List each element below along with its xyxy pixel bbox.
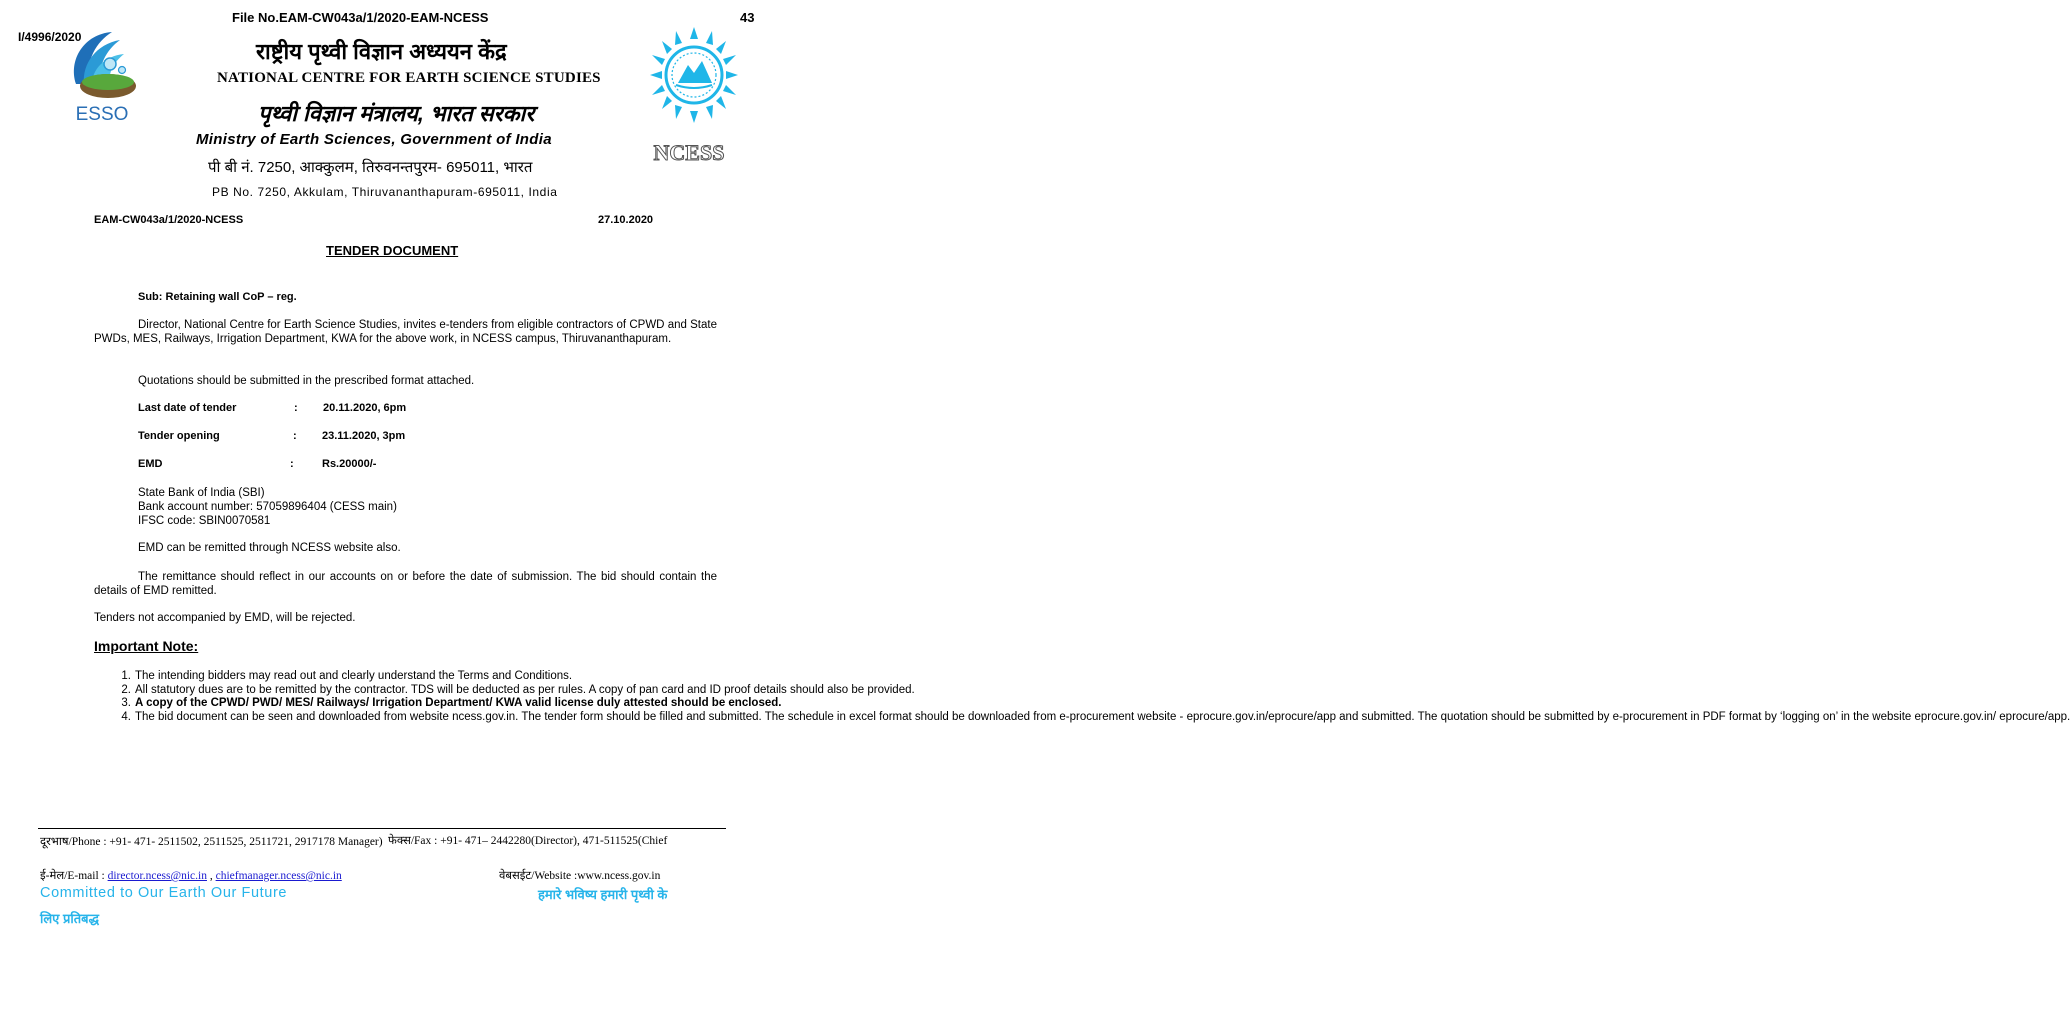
motto-hindi-line-2: लिए प्रतिबद्ध — [40, 911, 99, 926]
email-link-director[interactable]: director.ncess@nic.in — [107, 870, 207, 882]
institute-name-english: NATIONAL CENTRE FOR EARTH SCIENCE STUDIES — [217, 70, 601, 86]
list-item — [94, 683, 915, 698]
ncess-wordmark — [643, 140, 735, 166]
detail-label-last-date: Last date of tender — [138, 402, 237, 414]
page-number: 43 — [740, 10, 755, 25]
subject-line: Sub: Retaining wall CoP – reg. — [138, 291, 297, 303]
reference-number: EAM-CW043a/1/2020-NCESS — [94, 214, 244, 226]
footer-phone: दूरभाष/Phone : +91- 471- 2511502, 2511525, 2511721, 2917178 Manager) — [40, 836, 383, 848]
list-item-number: 4. — [121, 710, 131, 723]
emd-note: EMD can be remitted through NCESS website also. — [138, 542, 401, 554]
detail-label-emd: EMD — [138, 458, 163, 470]
ncess-logo — [648, 25, 740, 125]
ministry-name-english: Ministry of Earth Sciences, Government of India — [196, 131, 552, 148]
detail-value-tender-opening: 23.11.2020, 3pm — [322, 430, 406, 442]
document-title: TENDER DOCUMENT — [326, 243, 459, 258]
list-item-text: The bid document can be seen and downloaded from website ncess.gov.in. The tender form should be filled and submitted. The schedule in excel format should be downloaded from e-procurement website - eprocure.gov.in/eprocure/app and submitted. The quotation should be submitted by e-procurement in PDF format by ‘logging on’ in the website eprocure.gov.in/ eprocure/app. — [135, 710, 2070, 723]
email-separator: , — [206, 870, 216, 882]
list-item-number: 2. — [121, 683, 131, 696]
detail-label-tender-opening: Tender opening — [138, 430, 220, 442]
important-notes-list — [94, 670, 2070, 724]
list-item — [94, 670, 718, 684]
footer-website: वेबसईट/Website :www.ncess.gov.in — [499, 870, 661, 882]
footer-email — [40, 868, 342, 883]
rejection-note: Tenders not accompanied by EMD, will be rejected. — [94, 612, 356, 624]
list-item-text: All statutory dues are to be remitted by the contractor. TDS will be deducted as per rules. A copy of pan card and ID proof details should also be provided. — [135, 683, 915, 696]
detail-colon: : — [294, 402, 298, 414]
footer-divider — [38, 828, 726, 829]
email-link-chief-manager[interactable]: chiefmanager.ncess@nic.in — [215, 870, 342, 882]
important-note-heading: Important Note: — [94, 638, 199, 654]
address-english: PB No. 7250, Akkulam, Thiruvananthapuram-695011, India — [212, 185, 558, 199]
motto-hindi-line-1: हमारे भविष्य हमारी पृथ्वी के — [538, 887, 668, 902]
bank-name: State Bank of India (SBI) — [138, 487, 265, 499]
address-hindi: पी बी नं. 7250, आक्कुलम, तिरुवनन्तपुरम- 695011, भारत — [208, 159, 533, 176]
list-item — [94, 697, 782, 711]
list-item-text: A copy of the CPWD/ PWD/ MES/ Railways/ Irrigation Department/ KWA valid license duly attested should be enclosed. — [135, 697, 782, 709]
institute-name-hindi: राष्ट्रीय पृथ्वी विज्ञान अध्ययन केंद्र — [256, 39, 507, 64]
detail-colon: : — [293, 430, 297, 442]
quotations-note: Quotations should be submitted in the prescribed format attached. — [138, 375, 475, 387]
intro-paragraph: Director, National Centre for Earth Science Studies, invites e-tenders from eligible contractors of CPWD and State PWDs, MES, Railways, Irrigation Department, KWA for the above work, in NCESS campus, Thiruvananthapuram. — [94, 319, 717, 345]
detail-value-last-date: 20.11.2020, 6pm — [323, 402, 407, 414]
document-date: 27.10.2020 — [598, 214, 654, 226]
list-item — [94, 710, 2070, 725]
list-item-number: 1. — [121, 670, 131, 682]
motto-english: Committed to Our Earth Our Future — [40, 885, 288, 901]
reference-number-top: I/4996/2020 — [18, 30, 82, 44]
list-item-number: 3. — [121, 697, 131, 709]
file-number: File No.EAM-CW043a/1/2020-EAM-NCESS — [232, 10, 489, 25]
detail-colon: : — [290, 458, 294, 470]
detail-value-emd: Rs.20000/- — [322, 458, 377, 470]
ncess-wordmark-text: NCESS — [653, 140, 725, 165]
esso-logo-text: ESSO — [75, 104, 129, 125]
bank-ifsc-code: IFSC code: SBIN0070581 — [138, 515, 271, 527]
bank-details — [138, 486, 397, 528]
bank-account-number: Bank account number: 57059896404 (CESS main) — [138, 501, 397, 513]
list-item-text: The intending bidders may read out and clearly understand the Terms and Conditions. — [135, 670, 573, 682]
ministry-name-hindi: पृथ्वी विज्ञान मंत्रालय, भारत सरकार — [258, 101, 535, 126]
email-label: ई-मेल/E-mail : — [40, 870, 108, 882]
footer-fax: फेक्स/Fax : +91- 471– 2442280(Director), 471-511525(Chief — [388, 835, 668, 847]
remittance-paragraph: The remittance should reflect in our accounts on or before the date of submission. The bid should contain the details of EMD remitted. — [94, 571, 717, 597]
